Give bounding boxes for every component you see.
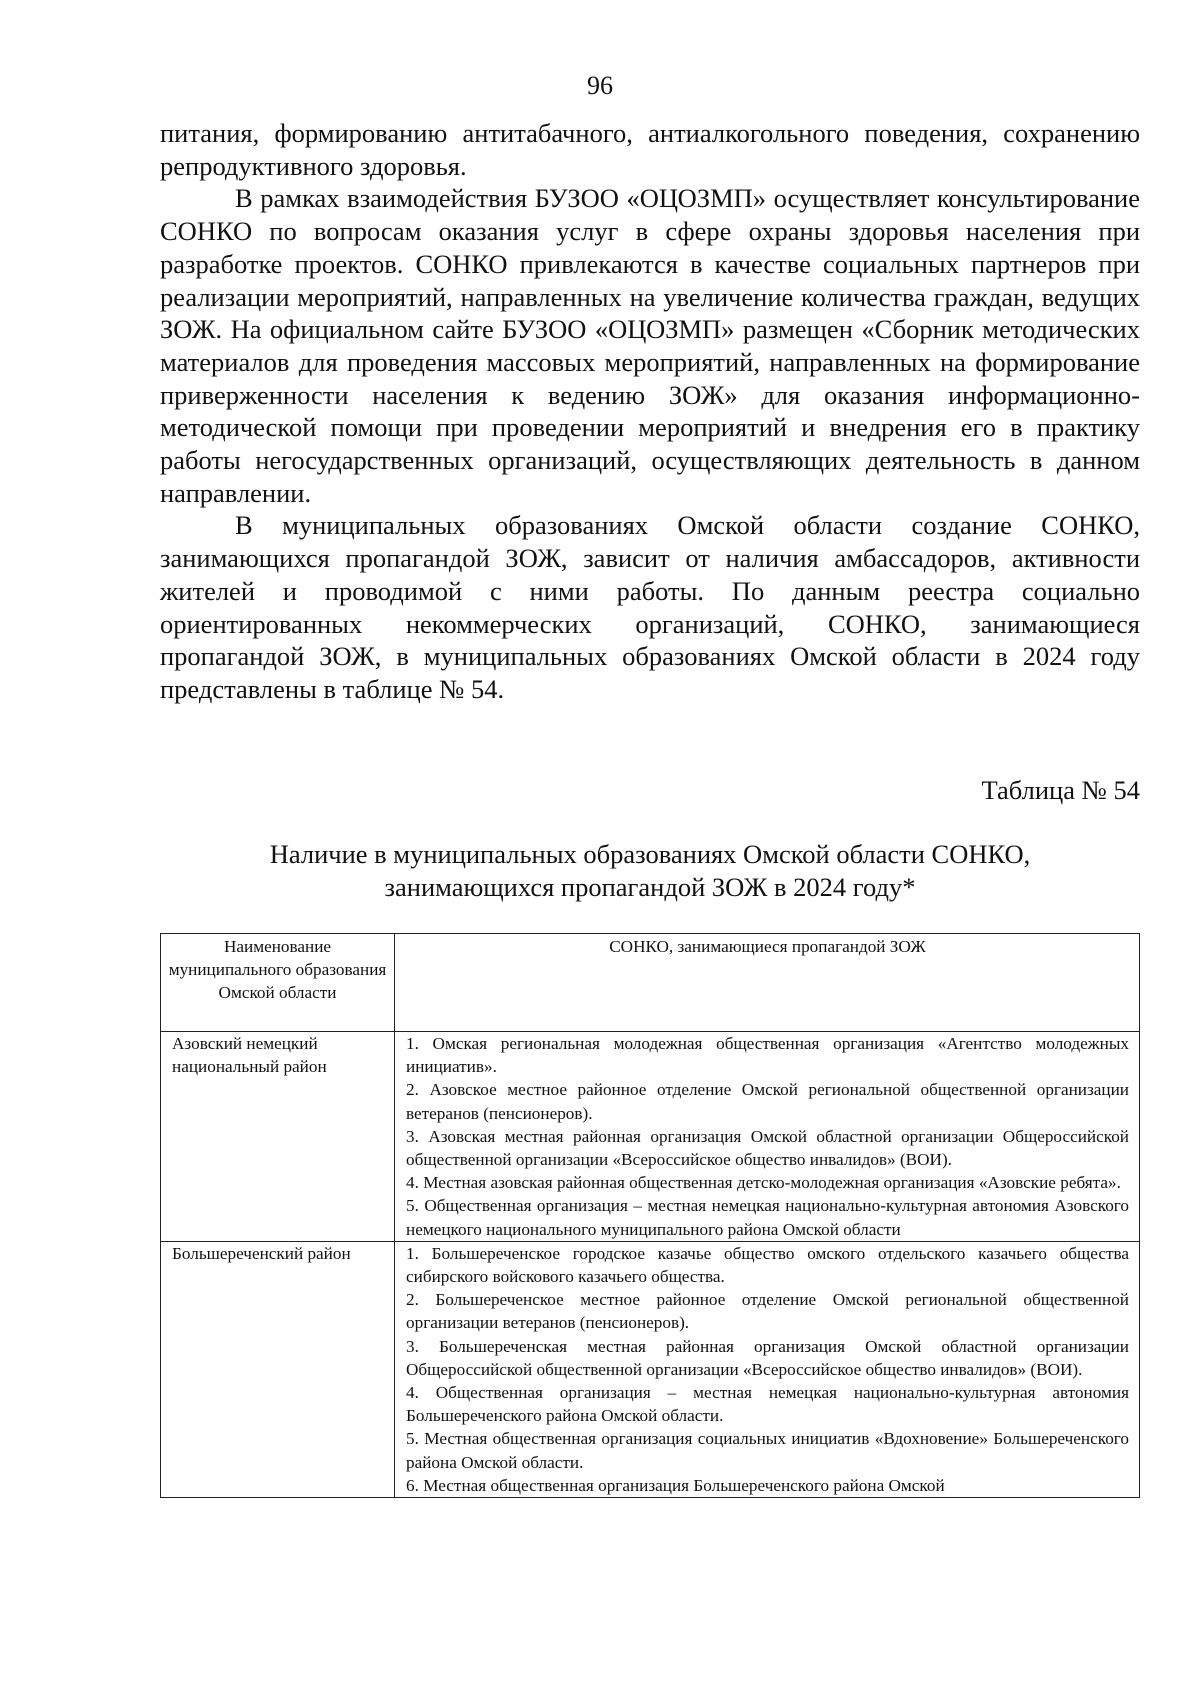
- paragraph-1: питания, формированию антитабачного, антиалкогольного поведения, сохранению репродуктивного здоровья.: [160, 118, 1140, 181]
- org-item: 5. Местная общественная организация социальных инициатив «Вдохновение» Большереченского района Омской области.: [406, 1429, 1129, 1472]
- org-item: 3. Азовская местная районная организация Омской областной организации Общероссийской общественной организации «Всероссийское общество инвалидов» (ВОИ).: [406, 1126, 1129, 1170]
- sonko-table: [160, 933, 1140, 1498]
- table-row: [161, 1032, 1140, 1242]
- org-item: 2. Большереченское местное районное отделение Омской региональной общественной организации ветеранов (пенсионеров).: [406, 1290, 1129, 1333]
- table-caption: Таблица № 54: [981, 775, 1140, 805]
- district-cell: Большереченский район: [161, 1241, 395, 1497]
- table-title-line-2: занимающихся пропагандой ЗОЖ в 2024 году*: [384, 872, 916, 902]
- header-sonko: СОНКО, занимающиеся пропагандой ЗОЖ: [395, 934, 1140, 1032]
- org-item: 1. Омская региональная молодежная общественная организация «Агентство молодежных инициатив».: [406, 1034, 1129, 1077]
- header-municipality: Наименование муниципального образования Омской области: [161, 934, 395, 1032]
- table-title: [160, 838, 1140, 904]
- table-title-line-1: Наличие в муниципальных образованиях Омской области СОНКО,: [269, 839, 1031, 869]
- org-item: 3. Большереченская местная районная организация Омской областной организации Общероссийской общественной организации «Всероссийское общество инвалидов» (ВОИ).: [406, 1336, 1129, 1379]
- orgs-cell: [395, 1241, 1140, 1497]
- org-item: 2. Азовское местное районное отделение Омской региональной общественной организации ветеранов (пенсионеров).: [406, 1080, 1129, 1123]
- body-text: [160, 117, 1140, 706]
- org-item: 6. Местная общественная организация Большереченского района Омской: [406, 1475, 945, 1495]
- org-item: 1. Большереченское городское казачье общество омского отдельского казачьего общества сибирского войскового казачьего общества.: [406, 1243, 1129, 1287]
- org-item: 4. Общественная организация – местная немецкая национально-культурная автономия Большереченского района Омской области.: [406, 1383, 1129, 1426]
- table-header-row: [161, 934, 1140, 1032]
- paragraph-2: В рамках взаимодействия БУЗОО «ОЦОЗМП» осуществляет консультирование СОНКО по вопросам оказания услуг в сфере охраны здоровья населения при разработке проектов. СОНКО привлекаются в качестве социальных партнеров при реализации мероприятий, направленных на увеличение количества граждан, ведущих ЗОЖ. На официальном сайте БУЗОО «ОЦОЗМП» размещен «Сборник методических материалов для проведения массовых мероприятий, направленных на формирование приверженности населения к ведению ЗОЖ» для оказания информационно-методической помощи при проведении мероприятий и внедрения его в практику работы негосударственных организаций, осуществляющих деятельность в данном направлении.: [160, 183, 1140, 508]
- paragraph-3: В муниципальных образованиях Омской области создание СОНКО, занимающихся пропагандой ЗОЖ, зависит от наличия амбассадоров, активности жителей и проводимой с ними работы. По данным реестра социально ориентированных некоммерческих организаций, СОНКО, занимающиеся пропагандой ЗОЖ, в муниципальных образованиях Омской области в 2024 году представлены в таблице № 54.: [160, 510, 1140, 704]
- org-item: 5. Общественная организация – местная немецкая национально-культурная автономия Азовского немецкого национального муниципального района Омской области: [406, 1196, 1129, 1239]
- table-row: [161, 1241, 1140, 1497]
- page-number: 96: [587, 71, 613, 100]
- orgs-cell: [395, 1032, 1140, 1242]
- org-item: 4. Местная азовская районная общественная детско-молодежная организация «Азовские ребята».: [406, 1173, 1121, 1193]
- district-cell: Азовский немецкий национальный район: [161, 1032, 395, 1242]
